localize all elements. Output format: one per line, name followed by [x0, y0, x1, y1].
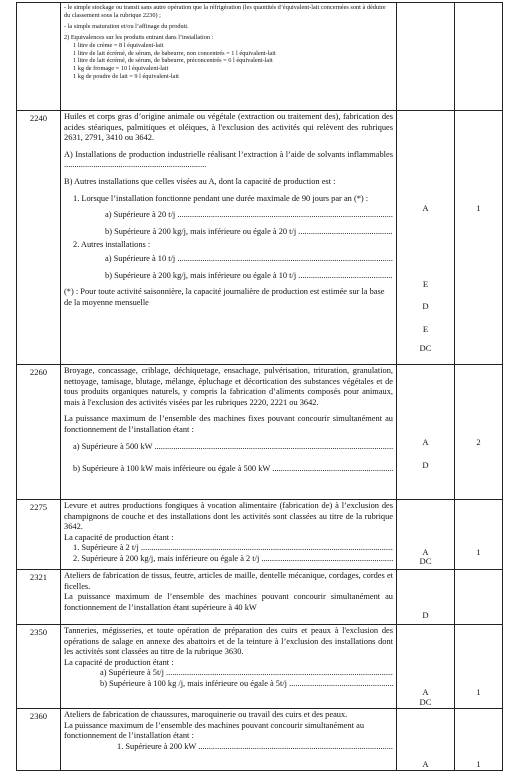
- intro-line: - la simple maturation et/ou l’affinage du produit.: [64, 22, 189, 30]
- case-2a: a) Supérieure à 10 t/j .....: [64, 254, 393, 265]
- table-row: [17, 570, 503, 625]
- rubric-title: Huiles et corps gras d’origine animale ou végétale (extraction ou traitement des), fabrication des acides stéariques, palmitiques et oléiques, à l'exclusion des activités qui relèvent des rubriques 2631, 2791, 3410 ou 3642.: [64, 112, 393, 143]
- equivalence-line: 1 kg de poudre de lait = 9 l équivalent-lait: [73, 73, 179, 81]
- rubric-title: Levure et autres productions fongiques à vocation alimentaire (fabrication de) à l’exclusion des champignons de couche et des installations dont les activités sont classées au titre de la rubrique 3642.: [64, 501, 393, 532]
- table-row: [17, 709, 503, 771]
- rubric-description: [61, 570, 397, 625]
- case-1: 1. Supérieure à 200 kW .....: [64, 742, 393, 753]
- case-1: 1. Supérieure à 2 t/j .....: [64, 543, 393, 554]
- rayon-cell: [455, 365, 503, 500]
- rubric-description: [61, 709, 397, 771]
- equivalence-line: 1 kg de fromage = 10 l équivalent-lait: [73, 65, 169, 73]
- power-condition: La puissance maximum de l’ensemble des machines fixes pouvant concourir simultanément au fonctionnement de l’installation étant :: [64, 414, 393, 434]
- rubric-code: 2360: [17, 709, 61, 771]
- regime-value: A: [422, 547, 429, 557]
- regime-value: A: [422, 203, 429, 213]
- regime-value: DC: [419, 556, 432, 566]
- rubric-code: [17, 3, 61, 111]
- capacity-condition: La capacité de production étant :: [64, 657, 174, 667]
- table-row: [17, 365, 503, 500]
- rayon-cell: [455, 111, 503, 365]
- regime-value: DC: [419, 697, 432, 707]
- case-1: 1. Lorsque l’installation fonctionne pendant une durée maximale de 90 jours par an (*) :: [73, 193, 369, 203]
- power-condition: La puissance maximum de l’ensemble des machines pouvant concourir simultanément au fonctionnement de l’installation étant supérieure à 40 kW: [64, 592, 393, 612]
- rayon-value: 2: [476, 437, 481, 447]
- rayon-cell: [455, 625, 503, 709]
- case-a: a) Supérieure à 500 kW .....: [64, 442, 393, 453]
- regime-cell: [397, 365, 455, 500]
- equivalences-title: 2) Equivalences sur les produits entrant dans l’installation :: [64, 33, 214, 41]
- case-2b: b) Supérieure à 200 kg/j, mais inférieure ou égale à 10 t/j .....: [64, 271, 393, 282]
- table-row: [17, 625, 503, 709]
- case-b: b) Supérieure à 100 kW mais inférieure ou égale à 500 kW .....: [64, 464, 393, 475]
- regime-value: DC: [419, 343, 432, 353]
- case-1a: a) Supérieure à 20 t/j .....: [64, 210, 393, 221]
- rubric-title: Broyage, concassage, criblage, déchiquetage, ensachage, pulvérisation, trituration, granulation, nettoyage, tamisage, blutage, mélange, épluchage et décortication des substances végétales et de tous produits organiques naturels, y compris la fabrication d’aliments composés pour animaux, mais à l'exclusion des activités visées par les rubriques 2220, 2221 ou 3642.: [64, 366, 393, 407]
- equivalence-line: 1 litre de lait écrémé, de sérum, de babeurre, préconcentrés = 6 l équivalent-lait: [73, 57, 273, 65]
- intro-line: - le simple stockage ou transit sans autre opération que la réfrigération (les quantités d’équivalent-lait concernées sont à déduire du classement sous la rubrique 2230) ;: [64, 4, 386, 19]
- case-b: b) Supérieure à 100 kg /j, mais inférieure ou égale à 5t/j .....: [64, 679, 393, 690]
- table-row: [17, 500, 503, 570]
- rayon-cell: [455, 500, 503, 570]
- rubric-title: Ateliers de fabrication de tissus, feutre, articles de maille, dentelle mécanique, cordages, cordes et ficelles.: [64, 571, 393, 591]
- regime-value: D: [422, 460, 429, 470]
- rayon-value: 1: [476, 203, 481, 213]
- rubric-code: 2350: [17, 625, 61, 709]
- rubric-code: 2321: [17, 570, 61, 625]
- case-2: 2. Supérieure à 200 kg/j, mais inférieure ou égale à 2 t/j .....: [64, 554, 393, 565]
- regime-cell: [397, 3, 455, 111]
- rayon-value: 1: [476, 759, 481, 769]
- equivalence-line: 1 litre de lait écrémé, de sérum, de babeurre, non concentrés = 1 l équivalent-lait: [73, 49, 276, 57]
- regime-cell: [397, 500, 455, 570]
- regime-cell: [397, 570, 455, 625]
- regime-value: E: [422, 279, 429, 289]
- regime-value: E: [422, 324, 429, 334]
- regime-cell: [397, 625, 455, 709]
- case-a: a) Supérieure à 5t/j .....: [64, 668, 393, 679]
- rayon-cell: [455, 3, 503, 111]
- rubric-code: 2260: [17, 365, 61, 500]
- rubric-description: [61, 111, 397, 365]
- rubric-description: [61, 500, 397, 570]
- rubric-code: 2275: [17, 500, 61, 570]
- regime-cell: [397, 709, 455, 771]
- rubric-description: [61, 625, 397, 709]
- rayon-cell: [455, 709, 503, 771]
- table-row: [17, 111, 503, 365]
- power-condition: La puissance maximum de l’ensemble des machines pouvant concourir simultanément au fonctionnement de l’installation étant :: [64, 720, 365, 741]
- rayon-value: 1: [476, 547, 481, 557]
- rayon-cell: [455, 570, 503, 625]
- equivalence-line: 1 litre de crème = 8 l équivalent-lait: [73, 41, 164, 49]
- table-row: [17, 3, 503, 111]
- regime-cell: [397, 111, 455, 365]
- rubric-title: Ateliers de fabrication de chaussures, maroquinerie ou travail des cuirs et des peaux.: [64, 710, 348, 719]
- regime-value: A: [422, 437, 429, 447]
- rubric-code: 2240: [17, 111, 61, 365]
- case-2: 2. Autres installations :: [73, 240, 151, 250]
- section-b-title: B) Autres installations que celles visées au A, dont la capacité de production est :: [64, 176, 336, 186]
- rubric-description: [61, 365, 397, 500]
- regime-value: D: [422, 610, 429, 620]
- rubric-title: Tanneries, mégisseries, et toute opération de préparation des cuirs et peaux à l'exclusion des opérations de salage en annexe des abattoirs et de la teinture à l’exclusion des installations dont les activités sont classées au titre de la rubrique 3630.: [64, 626, 393, 657]
- case-1b: b) Supérieure à 200 kg/j, mais inférieure ou égale à 20 t/j .....: [64, 227, 393, 238]
- rayon-value: 1: [476, 687, 481, 697]
- regime-value: A: [422, 687, 429, 697]
- regime-value: D: [422, 301, 429, 311]
- regime-value: A: [422, 759, 429, 769]
- section-a: A) Installations de production industrielle réalisant l’extraction à l’aide de solvants inflammables ....................................................................: [64, 149, 393, 170]
- capacity-condition: La capacité de production étant :: [64, 532, 174, 542]
- classification-table: [16, 2, 503, 771]
- rubric-description: [61, 3, 397, 111]
- footnote: (*) : Pour toute activité saisonnière, la capacité journalière de production est estimée sur la base de la moyenne mensuelle: [64, 287, 385, 307]
